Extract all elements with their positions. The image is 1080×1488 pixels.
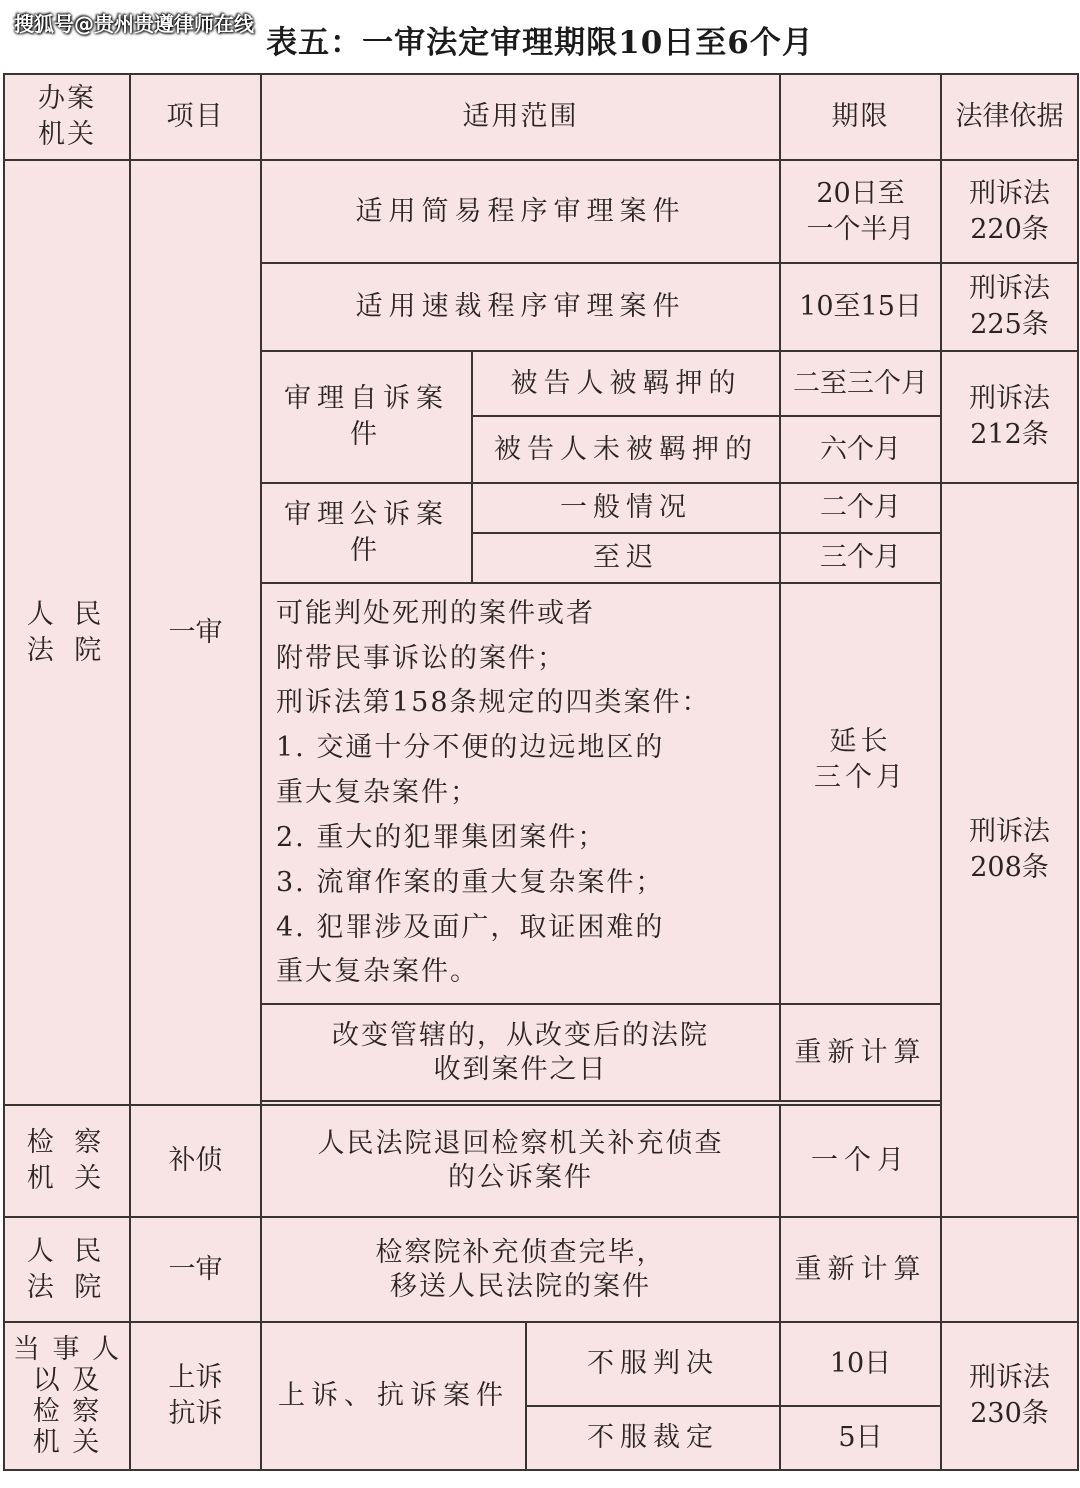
term-general-case: 二个月 xyxy=(780,483,941,533)
term-ruling: 5日 xyxy=(780,1406,941,1470)
term-judgment: 10日 xyxy=(780,1322,941,1406)
organ-parties-and-procuratorate: 当 事 人 以 及 检 察 机 关 xyxy=(4,1322,130,1470)
scope-general-case: 一般情况 xyxy=(472,483,780,533)
header-item: 项目 xyxy=(130,74,261,160)
basis-225: 刑诉法 225条 xyxy=(941,263,1078,351)
organ-court-2: 人 民 法 院 xyxy=(4,1217,130,1322)
item-first-trial-2: 一审 xyxy=(130,1217,261,1322)
term-resubmitted-case: 重新计算 xyxy=(780,1217,941,1322)
header-basis: 法律依据 xyxy=(941,74,1078,160)
header-term: 期限 xyxy=(780,74,941,160)
header-scope: 适用范围 xyxy=(261,74,780,160)
term-fast-procedure: 10至15日 xyxy=(780,263,941,351)
header-row xyxy=(4,74,1078,160)
table-container xyxy=(3,73,1077,1471)
scope-jurisdiction-change: 改变管辖的，从改变后的法院 收到案件之日 xyxy=(261,1004,780,1101)
scope-dissatisfied-ruling: 不服裁定 xyxy=(526,1406,780,1470)
scope-appeal-case: 上诉、抗诉案件 xyxy=(261,1322,526,1470)
term-extension: 延长 三个月 xyxy=(780,583,941,1004)
table-row xyxy=(4,1322,1078,1406)
table-row xyxy=(4,1217,1078,1322)
header-organ: 办案 机关 xyxy=(4,74,130,160)
item-appeal-protest: 上诉 抗诉 xyxy=(130,1322,261,1470)
term-defendant-detained: 二至三个月 xyxy=(780,351,941,416)
scope-resubmitted-case: 检察院补充侦查完毕， 移送人民法院的案件 xyxy=(261,1217,780,1322)
basis-208-continued xyxy=(941,1217,1078,1322)
time-limit-table xyxy=(3,73,1079,1471)
scope-fast-procedure: 适用速裁程序审理案件 xyxy=(261,263,780,351)
basis-220: 刑诉法 220条 xyxy=(941,160,1078,263)
item-first-trial: 一审 xyxy=(130,160,261,1105)
term-supplementary-investigation: 一个月 xyxy=(780,1105,941,1217)
watermark: 搜狐号@贵州贵遵律师在线 xyxy=(14,12,254,36)
scope-private-prosecution: 审理自诉案件 xyxy=(261,351,472,483)
table-title: 表五：一审法定审理期限10日至6个月 xyxy=(266,24,814,61)
scope-supplementary-investigation: 人民法院退回检察机关补充侦查 的公诉案件 xyxy=(261,1105,780,1217)
table-row xyxy=(4,1105,1078,1217)
scope-extension-cases: 可能判处死刑的案件或者 附带民事诉讼的案件； 刑诉法第158条规定的四类案件： 1. 交通十分不便的边远地区的 重大复杂案件； 2. 重大的犯罪集团案件； 3. 流窜作案的重大复杂案件； 4. 犯罪涉及面广，取证困难的 重大复杂案件。 xyxy=(261,583,780,1004)
basis-212: 刑诉法 212条 xyxy=(941,351,1078,483)
organ-procuratorate: 检 察 机 关 xyxy=(4,1105,130,1217)
term-jurisdiction-change: 重新计算 xyxy=(780,1004,941,1101)
term-defendant-not-detained: 六个月 xyxy=(780,416,941,483)
organ-court: 人 民 法 院 xyxy=(4,160,130,1105)
term-at-latest: 三个月 xyxy=(780,533,941,583)
scope-defendant-detained: 被告人被羁押的 xyxy=(472,351,780,416)
item-supplementary-investigation: 补侦 xyxy=(130,1105,261,1217)
term-simple-procedure: 20日至 一个半月 xyxy=(780,160,941,263)
basis-208: 刑诉法 208条 xyxy=(941,483,1078,1217)
scope-simple-procedure: 适用简易程序审理案件 xyxy=(261,160,780,263)
table-row xyxy=(4,160,1078,263)
scope-at-latest: 至迟 xyxy=(472,533,780,583)
scope-dissatisfied-judgment: 不服判决 xyxy=(526,1322,780,1406)
basis-230: 刑诉法 230条 xyxy=(941,1322,1078,1470)
scope-defendant-not-detained: 被告人未被羁押的 xyxy=(472,416,780,483)
scope-public-prosecution: 审理公诉案件 xyxy=(261,483,472,583)
